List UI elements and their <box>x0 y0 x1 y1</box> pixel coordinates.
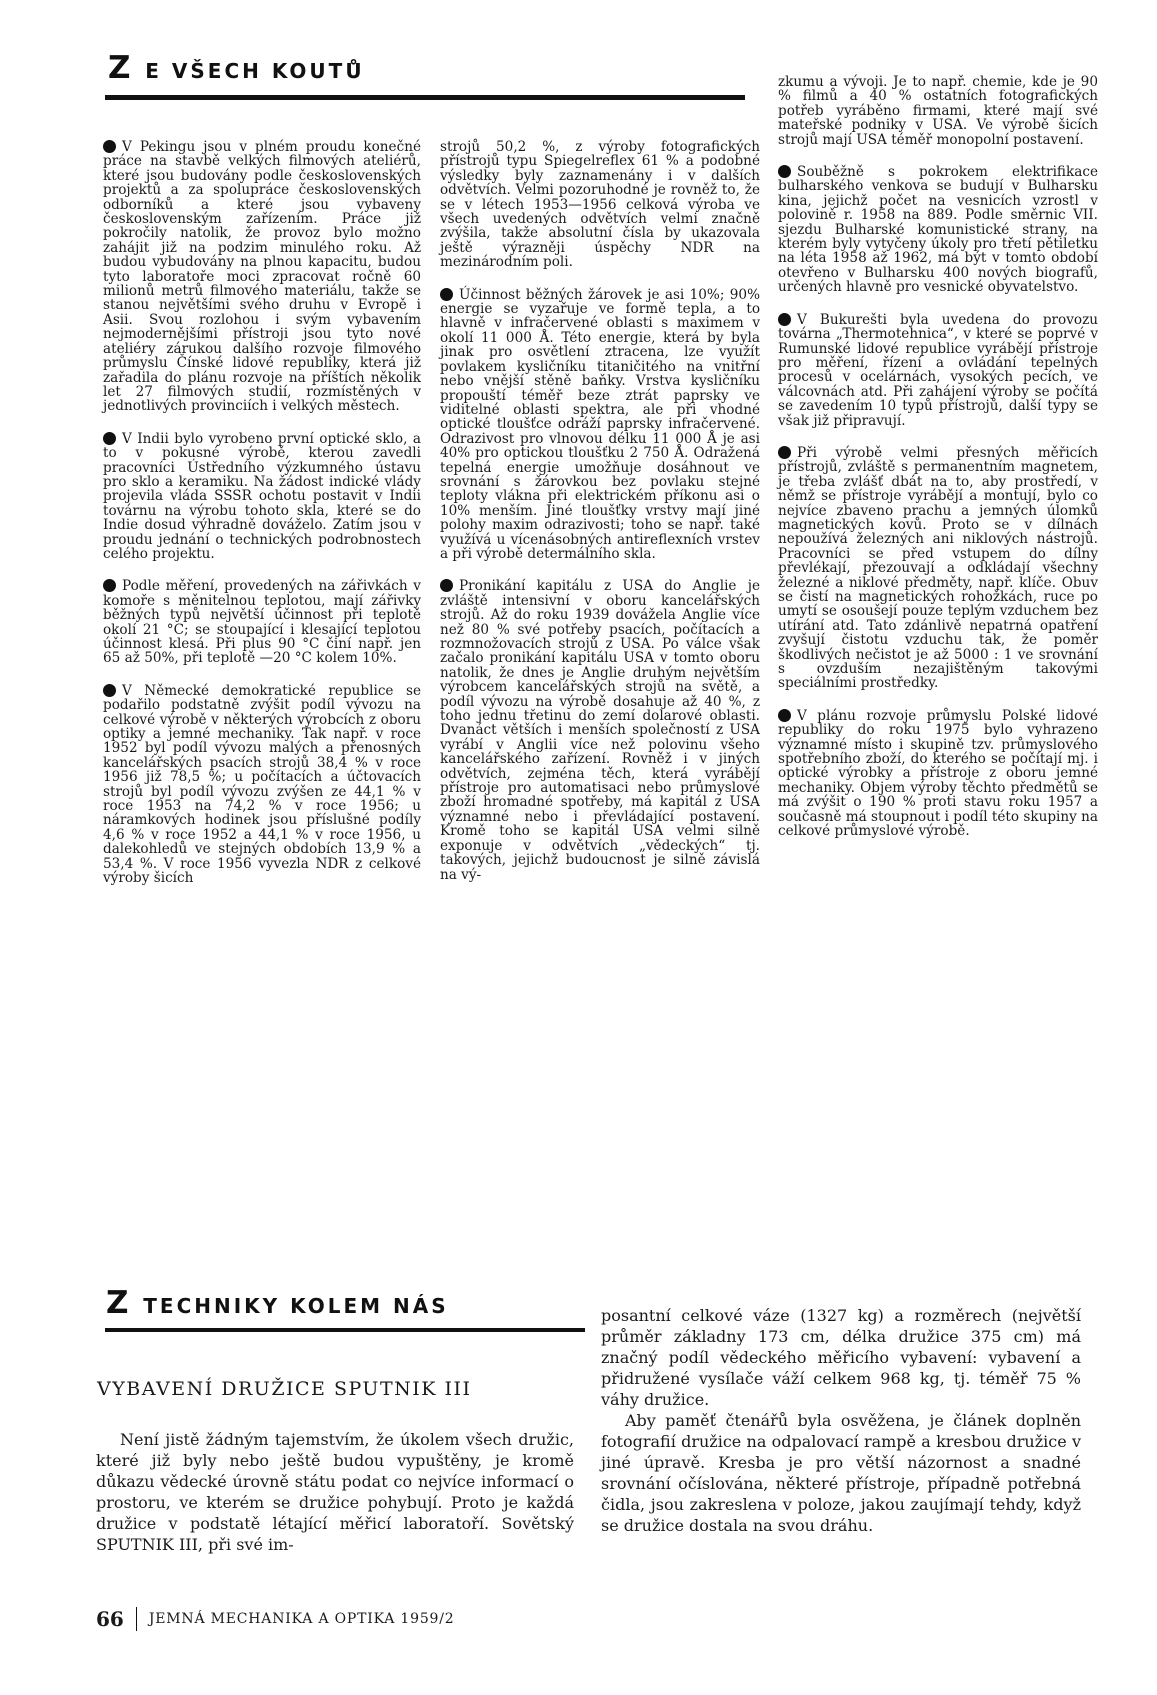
bullet-dot-icon <box>778 709 791 722</box>
bullet-dot-icon <box>103 684 116 697</box>
section-heading-z-techniky-kolem-nas <box>106 1285 449 1321</box>
bullet-dot-icon <box>103 432 116 445</box>
journal-name: JEMNÁ MECHANIKA A OPTIKA 1959/2 <box>148 1611 455 1627</box>
section-initial: Z <box>106 1285 131 1321</box>
page-footer <box>96 1607 454 1631</box>
bullet-dot-icon <box>440 288 453 301</box>
news-item: Souběžně s pokrokem elektrifikace bulharského venkova se budují v Bulharsku kina, jejichž počet na vesnicích vzrostl v polovině r. 1958 na 889. Podle směrnic VII. sjezdu Bulharské komunistické strany, na kterém byly vytyčeny úkoly pro třetí pětiletku na léta 1958 až 1962, má být v tomto období otevřeno v Bulharsku 400 nových biografů, určených hlavně pro vesnické obyvatelstvo. <box>778 164 1098 296</box>
bullet-dot-icon <box>103 579 116 592</box>
bullet-dot-icon <box>778 165 791 178</box>
article-paragraph: posantní celkové váze (1327 kg) a rozměrech (největší průměr základny 173 cm, délka družice 375 cm) má značný podíl vědeckého měřicího vybavení: vybavení a přidružené vysílače váží celkem 968 kg, tj. téměř 75 % váhy družice. <box>601 1306 1081 1409</box>
news-item: Při výrobě velmi přesných měřicích přístrojů, zvláště s permanentním magnetem, je třeba zvlášť dbát na to, aby prostředí, v němž se přístroje vyrábějí a montují, bylo co nejvíce zbaveno prachu a jemných úlomků magnetických kovů. Proto se v dílnách nepoužívá železných ani niklových nástrojů. Pracovníci se před vstupem do dílny převlékají, přezouvají a odkládají všechny železné a niklové předměty, např. klíče. Obuv se čistí na magnetických rohožkách, ruce po umytí se osoušejí pouze teplým vzduchem bez utírání atd. Tato zdánlivě nepatrná opatření zvyšují čistotu vzduchu tak, že poměr škodlivých nečistot je až 5000 : 1 ve srovnání s ovzduším nezajištěným takovými speciálními prostředky. <box>778 444 1098 692</box>
section-heading-ze-vsech-koutu <box>108 50 365 86</box>
section-title-rest: E VŠECH KOUTŮ <box>145 59 365 83</box>
news-item: Účinnost běžných žárovek je asi 10%; 90% energie se vyzařuje ve formě tepla, a to hlavně v infračervené oblasti s maximem v okolí 11 000 Å. Této energie, která by byla jinak pro osvětlení ztracena, lze využít povlakem kysličníku titaničitého na vnitřní nebo vnější stěně baňky. Vrstva kysličníku propouští téměř beze ztrát paprsky ve viditelné oblasti spektra, ale při vhodné optické tloušťce odráží paprsky infračervené. Odrazivost pro vlnovou délku 11 000 Å je asi 40% pro optickou tloušťku 2 750 Å. Odražená tepelná energie umožňuje dosáhnout ve srovnání s žárovkou bez povlaku stejné teploty vlákna při elektrickém příkonu asi o 10% menším. Jiné tloušťky vrstvy mají jiné polohy maxim odrazivosti; toho se např. také využívá u vícenásobných antireflexních vrstev a při výrobě determálního skla. <box>440 286 760 562</box>
article-paragraph: Aby paměť čtenářů byla osvěžena, je článek doplněn fotografií družice na odpalovací rampě a kresbou družice v jiné úpravě. Kresba je pro větší názornost a snadné srovnání očíslována, některé přístroje, případně potřebná čidla, jsou zakreslena v poloze, jakou zaujímají tehdy, když se družice dostala na svou dráhu. <box>601 1411 1081 1535</box>
bullet-dot-icon <box>778 446 791 459</box>
news-item: V Indii bylo vyrobeno první optické sklo, a to v pokusné výrobě, kterou zavedli pracovníci Ústředního výzkumného ústavu pro sklo a keramiku. Na žádost indické vlády projevila vláda SSSR ochotu postavit v Indii továrnu na výrobu tohoto skla, které se do Indie dosud výhradně dováželo. Zatím jsou v proudu jednání o technických podrobnostech celého projektu. <box>103 430 421 562</box>
news-item: V Německé demokratické republice se podařilo podstatně zvýšit podíl vývozu na celkové výrobě v některých výrobcích z oboru optiky a jemné mechaniky. Tak např. v roce 1952 byl podíl vývozu malých a přenosných kancelářských psacích strojů 38,4 % v roce 1956 již 78,5 %; u počítacích a účtovacích strojů byl podíl vývozu zvýšen ze 44,1 % v roce 1953 na 74,2 % v roce 1956; u náramkových hodinek jsou příslušné podíly 4,6 % v roce 1952 a 44,1 % v roce 1956, u dalekohledů ve stejných obdobích 13,9 % a 53,4 %. V roce 1956 vyvezla NDR z celkové výroby šicích <box>103 682 421 887</box>
news-item: Pronikání kapitálu z USA do Anglie je zvláště intensivní v oboru kancelářských strojů. Až do roku 1939 dovážela Anglie více než 80 % své potřeby psacích, počítacích a rozmnožovacích strojů z USA. Po válce však začalo pronikání kapitálu USA v tomto oboru natolik, že dnes je Anglie druhým největším výrobcem kancelářských strojů na světě, a podíl vývozu na výrobě dosahuje až 40 %, z toho jednu třetinu do zemí dolarové oblasti. Dvanáct větších i menších společností z USA vyrábí v Anglii více než polovinu všeho kancelářského zařízení. Rovněž i v jiných odvětvích, zejména těch, která vyrábějí přístroje pro automatisaci nebo průmyslové zboží hromadné spotřeby, má kapitál z USA významné nebo i převládající postavení. Kromě toho se kapitál USA velmi silně exponuje v odvětvích „vědeckých“ tj. takových, jejichž budoucnost je silně závislá na vý- <box>440 578 760 883</box>
bullet-dot-icon <box>778 313 791 326</box>
article-column-2 <box>601 1305 1081 1536</box>
news-column-1 <box>103 140 421 904</box>
section-rule <box>105 95 745 100</box>
bullet-dot-icon <box>440 579 453 592</box>
section-initial: Z <box>108 50 133 86</box>
news-item: V Bukurešti byla uvedena do provozu továrna „Thermotehnica“, v které se poprvé v Rumunské lidové republice vyrábějí přístroje pro měření, řízení a ovládání tepelných procesů v ocelárnách, vysokých pecích, ve válcovnách atd. Při zahájení výroby se počítá se zavedením 10 typů přístrojů, další typy se však již připravují. <box>778 311 1098 429</box>
news-column-2 <box>440 140 760 900</box>
section-rule <box>105 1328 585 1332</box>
bullet-dot-icon <box>103 140 116 153</box>
page-number: 66 <box>96 1607 124 1631</box>
news-item: V plánu rozvoje průmyslu Polské lidové republiky do roku 1975 bylo vyhrazeno významné místo i skupině tzv. průmyslového spotřebního zboží, do kterého se počítají mj. i optické výrobky a přístroje z oboru jemné mechaniky. Objem výroby těchto předmětů se má zvýšit o 190 % proti stavu roku 1957 a současně má stoupnout i podíl této skupiny na celkové průmyslové výrobě. <box>778 707 1098 840</box>
news-item-continued: zkumu a vývoji. Je to např. chemie, kde je 90 % filmů a 40 % ostatních fotografických potřeb vyráběno firmami, které mají své mateřské podniky v USA. Ve výrobě šicích strojů mají USA téměř monopolní postavení. <box>778 74 1098 148</box>
article-column-1: Není jistě žádným tajemstvím, že úkolem všech družic, které již byly nebo ještě budou vypuštěny, je kromě důkazu vědecké úrovně státu podat co nejvíce informací o prostoru, ve kterém se družice pohybují. Proto je každá družice v podstatě létající měřicí laboratoří. Sovětský SPUTNIK III, při své im- <box>96 1430 574 1554</box>
news-item: V Pekingu jsou v plném proudu konečné práce na stavbě velkých filmových ateliérů, které jsou budovány podle československých projektů a za spolupráce československých odborníků a které jsou vybaveny československým zařízením. Práce již pokročily natolik, že provoz bylo možno zahájit již na podzim minulého roku. Až budou vybudovány na plnou kapacitu, budou tyto laboratoře moci zpracovat ročně 60 milionů metrů filmového materiálu, takže se stanou největšími svého druhu v Evropě i Asii. Svou rozlohou i svým vybavením nejmodernějšími přístroji jsou tyto nové ateliéry zárukou dalšího rozvoje filmového průmyslu Čínské lidové republiky, která již zařadila do plánu rozvoje na příštích několik let 27 filmových studií, rozmístěných v jednotlivých provinciích i velkých městech. <box>103 139 421 415</box>
footer-divider <box>136 1607 137 1631</box>
news-column-3 <box>778 75 1098 857</box>
news-item-continued: strojů 50,2 %, z výroby fotografických přístrojů typu Spiegelreflex 61 % a podobné výsledky byly zaznamenány i v dalších odvětvích. Velmi pozoruhodné je rovněž to, že se v létech 1953—1956 celková výroba ve všech uvedených odvětvích velmi značně zvýšila, takže absolutní čísla by ukazovala ještě výrazněji úspěchy NDR na mezinárodním poli. <box>440 139 760 271</box>
article-title: VYBAVENÍ DRUŽICE SPUTNIK III <box>97 1378 472 1400</box>
section-title-rest: TECHNIKY KOLEM NÁS <box>143 1294 449 1318</box>
news-item: Podle měření, provedených na zářivkách v komoře s měnitelnou teplotou, mají zářivky běžných typů největší účinnost při teplotě okolí 21 °C; se stoupající i klesající teplotou účinnost klesá. Při plus 90 °C činí např. jen 65 až 50%, při teplotě —20 °C kolem 10%. <box>103 578 421 667</box>
